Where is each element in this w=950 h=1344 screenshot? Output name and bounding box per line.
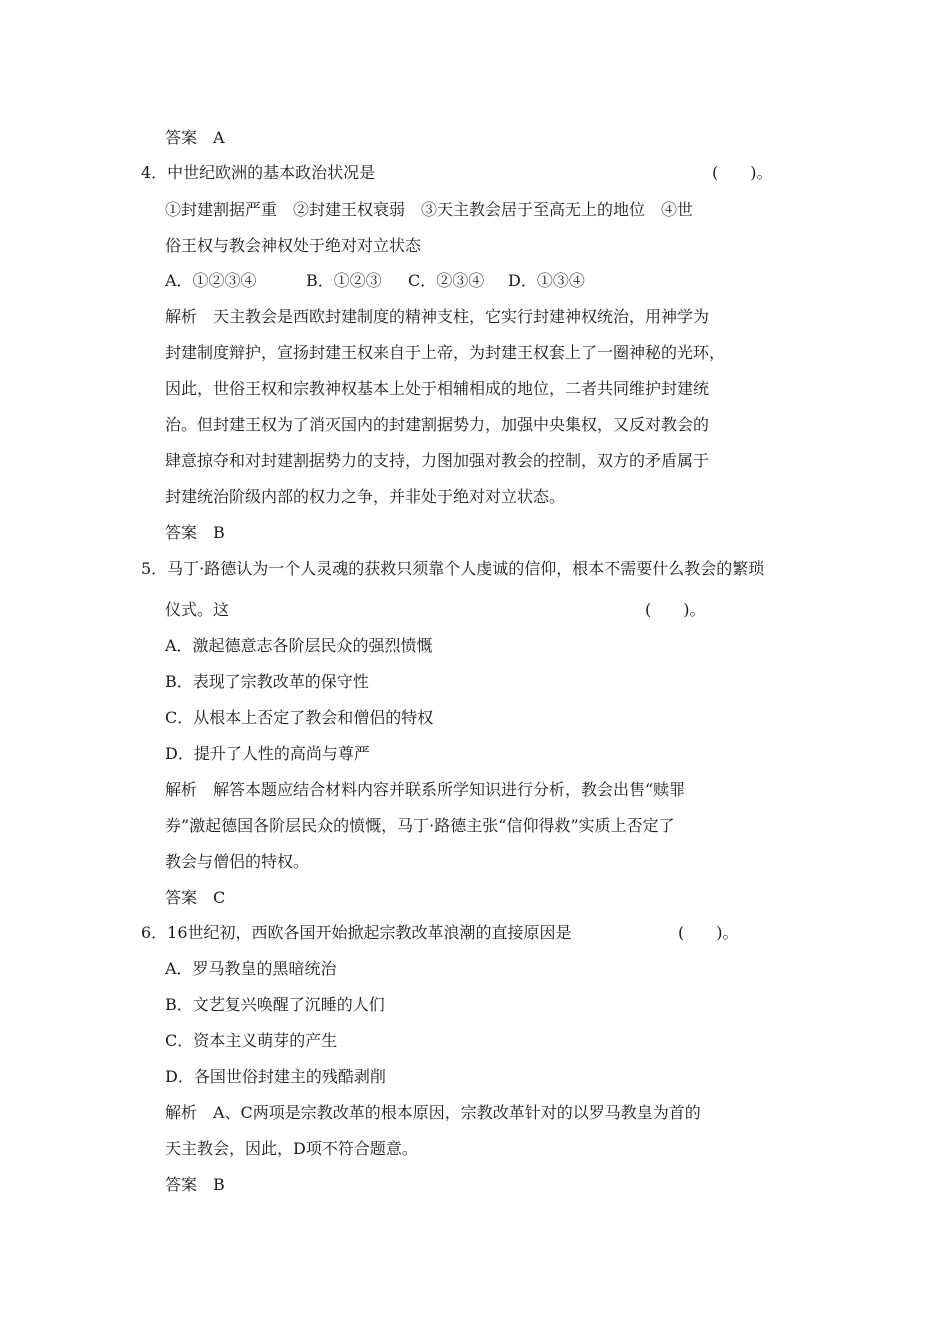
analysis-line: 解析 天主教会是西欧封建制度的精神支柱，它实行封建神权统治，用神学为	[165, 307, 710, 326]
answer-line: 答案 A	[165, 128, 225, 147]
answer-line: 答案 B	[165, 1175, 225, 1194]
question-stem: 6．16世纪初，西欧各国开始掀起宗教改革浪潮的直接原因是	[141, 923, 572, 942]
question-stem: 4．中世纪欧洲的基本政治状况是	[141, 163, 376, 182]
option-c: C．资本主义萌芽的产生	[165, 1031, 338, 1050]
question-stem-continued: 仪式。这	[165, 600, 230, 619]
question-stem: 5．马丁·路德认为一个人灵魂的获救只须靠个人虔诚的信仰，根本不需要什么教会的繁琐	[141, 559, 765, 578]
analysis-line: 因此，世俗王权和宗教神权基本上处于相辅相成的地位，二者共同维护封建统	[165, 379, 710, 398]
analysis-line: 治。但封建王权为了消灭国内的封建割据势力，加强中央集权，又反对教会的	[165, 415, 710, 434]
analysis-line: 天主教会，因此，D项不符合题意。	[165, 1139, 418, 1158]
answer-line: 答案 B	[165, 523, 225, 542]
option-a: A．①②③④	[165, 271, 257, 290]
analysis-line: 解析 解答本题应结合材料内容并联系所学知识进行分析，教会出售“赎罪	[165, 780, 686, 799]
answer-paren: ( )。	[678, 923, 739, 942]
analysis-line: 封建制度辩护，宣扬封建王权来自于上帝，为封建王权套上了一圈神秘的光环，	[165, 343, 726, 362]
option-b: B．文艺复兴唤醒了沉睡的人们	[165, 995, 385, 1014]
question-items: ①封建割据严重 ②封建王权衰弱 ③天主教会居于至高无上的地位 ④世	[165, 200, 694, 219]
option-d: D．提升了人性的高尚与尊严	[165, 744, 370, 763]
option-b: B．①②③	[306, 271, 382, 290]
analysis-line: 教会与僧侣的特权。	[165, 852, 310, 871]
option-a: A．激起德意志各阶层民众的强烈愤慨	[165, 636, 433, 655]
option-b: B．表现了宗教改革的保守性	[165, 672, 369, 691]
answer-paren: ( )。	[712, 163, 773, 182]
question-items-continued: 俗王权与教会神权处于绝对对立状态	[165, 236, 422, 255]
option-c: C．②③④	[408, 271, 485, 290]
analysis-line: 封建统治阶级内部的权力之争，并非处于绝对对立状态。	[165, 487, 566, 506]
analysis-line: 券”激起德国各阶层民众的愤慨，马丁·路德主张“信仰得救”实质上否定了	[165, 816, 675, 835]
option-c: C．从根本上否定了教会和僧侣的特权	[165, 708, 434, 727]
answer-line: 答案 C	[165, 888, 226, 907]
analysis-line: 肆意掠夺和对封建割据势力的支持，力图加强对教会的控制，双方的矛盾属于	[165, 451, 710, 470]
options-row	[0, 271, 950, 291]
option-d: D．各国世俗封建主的残酷剥削	[165, 1067, 386, 1086]
option-d: D．①③④	[508, 271, 585, 290]
option-a: A．罗马教皇的黑暗统治	[165, 959, 337, 978]
answer-paren: ( )。	[645, 600, 706, 619]
analysis-line: 解析 A、C两项是宗教改革的根本原因，宗教改革针对的以罗马教皇为首的	[165, 1103, 701, 1122]
